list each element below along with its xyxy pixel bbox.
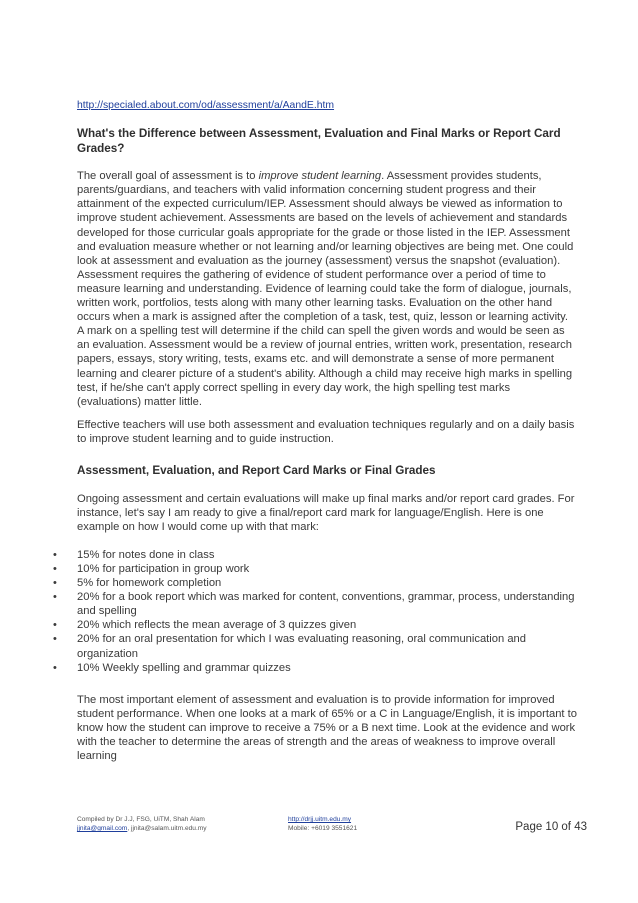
footer-credits bbox=[77, 815, 207, 833]
bullet-icon: • bbox=[53, 562, 57, 575]
list-item-text: 20% which reflects the mean average of 3 quizzes given bbox=[77, 619, 357, 632]
list-item-text: 15% for notes done in class bbox=[77, 548, 215, 561]
bullet-icon: • bbox=[53, 591, 57, 604]
list-item bbox=[53, 618, 577, 632]
paragraph-ongoing-assessment: Ongoing assessment and certain evaluations will make up final marks and/or report card grades. For instance, let's say I am ready to give a final/report card mark for language/English. Here is one example on how I would come up with that mark: bbox=[77, 492, 575, 533]
paragraph-text: . Assessment provides students, parents/guardians, and teachers with valid information concerning student progress and their attainment of the expected curriculum/IEP. Assessment should always be viewed as information to improve student achievement. Assessments are based on the levels of achievement and standards developed for those curricular goals appropriate for the grade or those listed in the IEP. Assessment and evaluation measure whether or not learning and/or learning objectives are being met. One could look at assessment and evaluation as the journey (assessment) versus the snapshot (evaluation). Assessment requires the gathering of evidence of student performance over a period of time to measure learning and understanding. Evidence of learning could take the form of dialogue, journals, written work, portfolios, tests along with many other learning tasks. Evaluation on the other hand occurs when a mark is assigned after the completion of a task, test, quiz, lesson or learning activity. A mark on a spelling test will determine if the child can spell the given words and would be seen as an evaluation. Assessment would be a review of journal entries, written work, presentation, research papers, essays, story writing, tests, exams etc. and will demonstrate a sense of more permanent learning and clearer picture of a student's ability. Although a child may receive high marks in spelling test, if he/she can't apply correct spelling in every day work, the high spelling test marks (evaluations) matter little. bbox=[77, 170, 574, 408]
bullet-icon: • bbox=[53, 548, 57, 561]
bullet-icon: • bbox=[53, 619, 57, 632]
page-number: Page 10 of 43 bbox=[515, 821, 587, 833]
website-link[interactable]: http://drjj.uitm.edu.my bbox=[288, 816, 352, 823]
list-item-text: 5% for homework completion bbox=[77, 577, 222, 590]
page-footer bbox=[77, 815, 587, 845]
list-item-text: 10% for participation in group work bbox=[77, 562, 250, 575]
bullet-icon: • bbox=[53, 661, 57, 674]
mobile-text: Mobile: +6019 3551621 bbox=[288, 825, 358, 832]
list-item bbox=[53, 661, 577, 675]
page-content bbox=[53, 99, 577, 772]
list-item-text: 10% Weekly spelling and grammar quizzes bbox=[77, 661, 291, 674]
paragraph-effective-teachers: Effective teachers will use both assessment and evaluation techniques regularly and on a daily basis to improve student learning and to guide instruction. bbox=[77, 418, 575, 445]
source-link[interactable]: http://specialed.about.com/od/assessment/a/AandE.htm bbox=[77, 100, 335, 111]
list-item bbox=[53, 562, 577, 576]
subsection-heading: Assessment, Evaluation, and Report Card Marks or Final Grades bbox=[77, 463, 436, 477]
list-item bbox=[53, 548, 577, 562]
email-text: jjnita@salam.uitm.edu.my bbox=[130, 825, 207, 832]
list-item bbox=[53, 632, 577, 660]
list-item-text: 20% for a book report which was marked for content, conventions, grammar, process, understanding and spelling bbox=[77, 591, 575, 618]
section-heading: What's the Difference between Assessment, Evaluation and Final Marks or Report Card Grades? bbox=[77, 127, 561, 155]
paragraph-most-important: The most important element of assessment and evaluation is to provide information for improved student performance. When one looks at a mark of 65% or a C in Language/English, it is important to know how the student can improve to receive a 75% or a B next time. Look at the evidence and work with the teacher to determine the areas of strength and the areas of weakness to improve overall learning bbox=[77, 693, 577, 763]
paragraph-text: The overall goal of assessment is to bbox=[77, 170, 259, 183]
email-separator: , bbox=[127, 825, 131, 832]
compiled-by-text: Compiled by Dr J.J, FSG, UiTM, Shah Alam bbox=[77, 816, 205, 823]
list-item bbox=[53, 576, 577, 590]
email-link[interactable]: jjnita@gmail.com bbox=[77, 825, 128, 832]
bullet-icon: • bbox=[53, 577, 57, 590]
footer-emails bbox=[77, 824, 207, 833]
emphasis-text: improve student learning bbox=[258, 170, 382, 183]
marks-breakdown-list bbox=[53, 548, 577, 675]
list-item-text: 20% for an oral presentation for which I was evaluating reasoning, oral communication and organization bbox=[77, 633, 526, 660]
footer-contact bbox=[288, 815, 357, 833]
list-item bbox=[53, 590, 577, 618]
paragraph-overall-goal bbox=[77, 169, 577, 409]
bullet-icon: • bbox=[53, 633, 57, 646]
